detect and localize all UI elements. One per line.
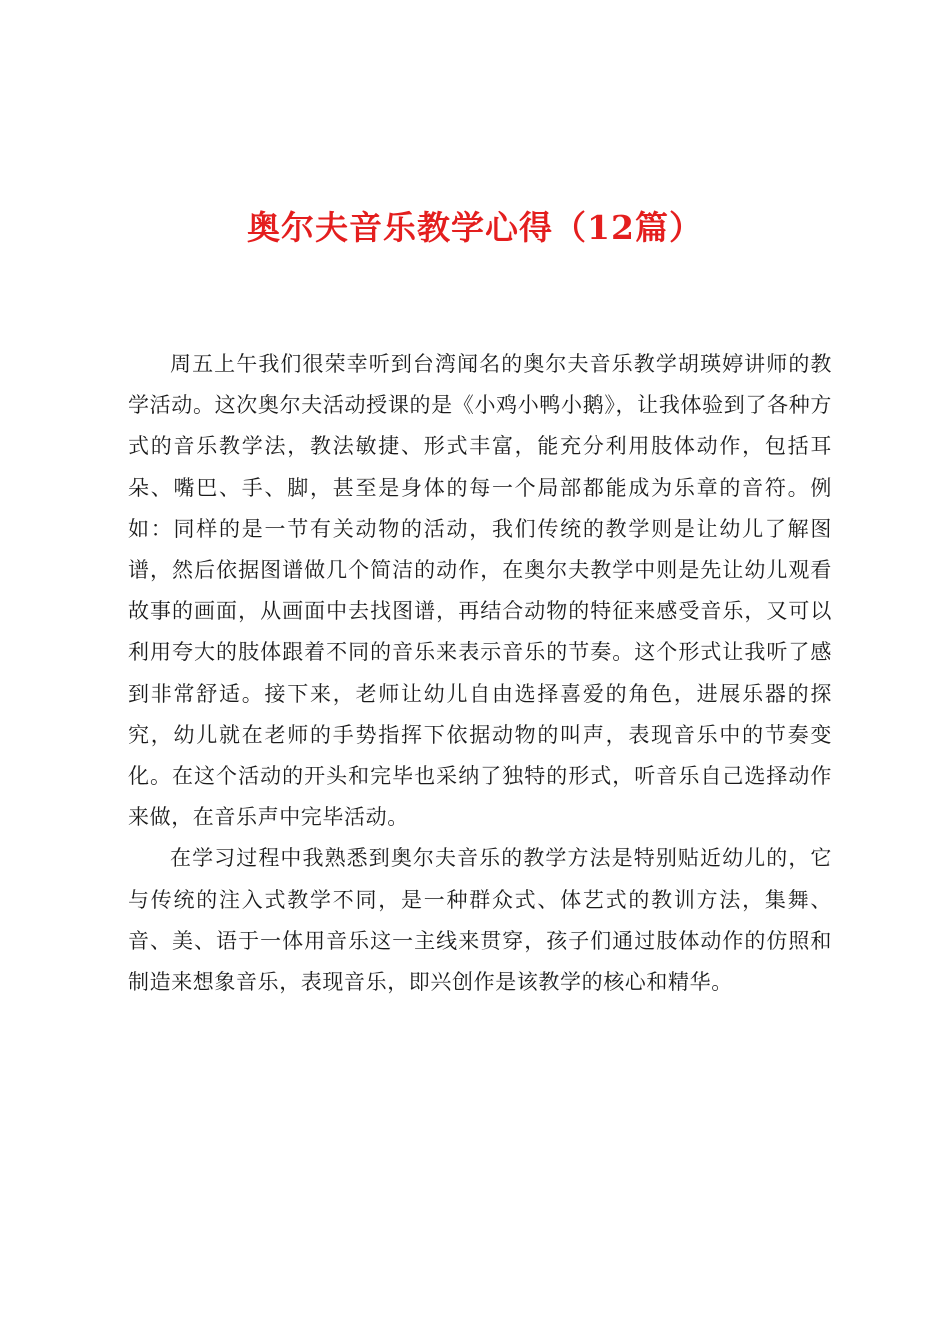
document-body: [128, 344, 832, 1003]
paragraph: 在学习过程中我熟悉到奥尔夫音乐的教学方法是特别贴近幼儿的，它与传统的注入式教学不同，是一种群众式、体艺式的教训方法，集舞、音、美、语于一体用音乐这一主线来贯穿，孩子们通过肢体动作的仿照和制造来想象音乐，表现音乐，即兴创作是该教学的核心和精华。: [128, 846, 832, 995]
document-title: 奥尔夫音乐教学心得（12篇）: [247, 208, 703, 247]
paragraph: 周五上午我们很荣幸听到台湾闻名的奥尔夫音乐教学胡瑛婷讲师的教学活动。这次奥尔夫活动授课的是《小鸡小鸭小鹅》，让我体验到了各种方式的音乐教学法，教法敏捷、形式丰富，能充分利用肢体动作，包括耳朵、嘴巴、手、脚，甚至是身体的每一个局部都能成为乐章的音符。例如：同样的是一节有关动物的活动，我们传统的教学则是让幼儿了解图谱，然后依据图谱做几个简洁的动作，在奥尔夫教学中则是先让幼儿观看故事的画面，从画面中去找图谱，再结合动物的特征来感受音乐，又可以利用夸大的肢体跟着不同的音乐来表示音乐的节奏。这个形式让我听了感到非常舒适。接下来，老师让幼儿自由选择喜爱的角色，进展乐器的探究，幼儿就在老师的手势指挥下依据动物的叫声，表现音乐中的节奏变化。在这个活动的开头和完毕也采纳了独特的形式，听音乐自己选择动作来做，在音乐声中完毕活动。: [128, 352, 832, 830]
